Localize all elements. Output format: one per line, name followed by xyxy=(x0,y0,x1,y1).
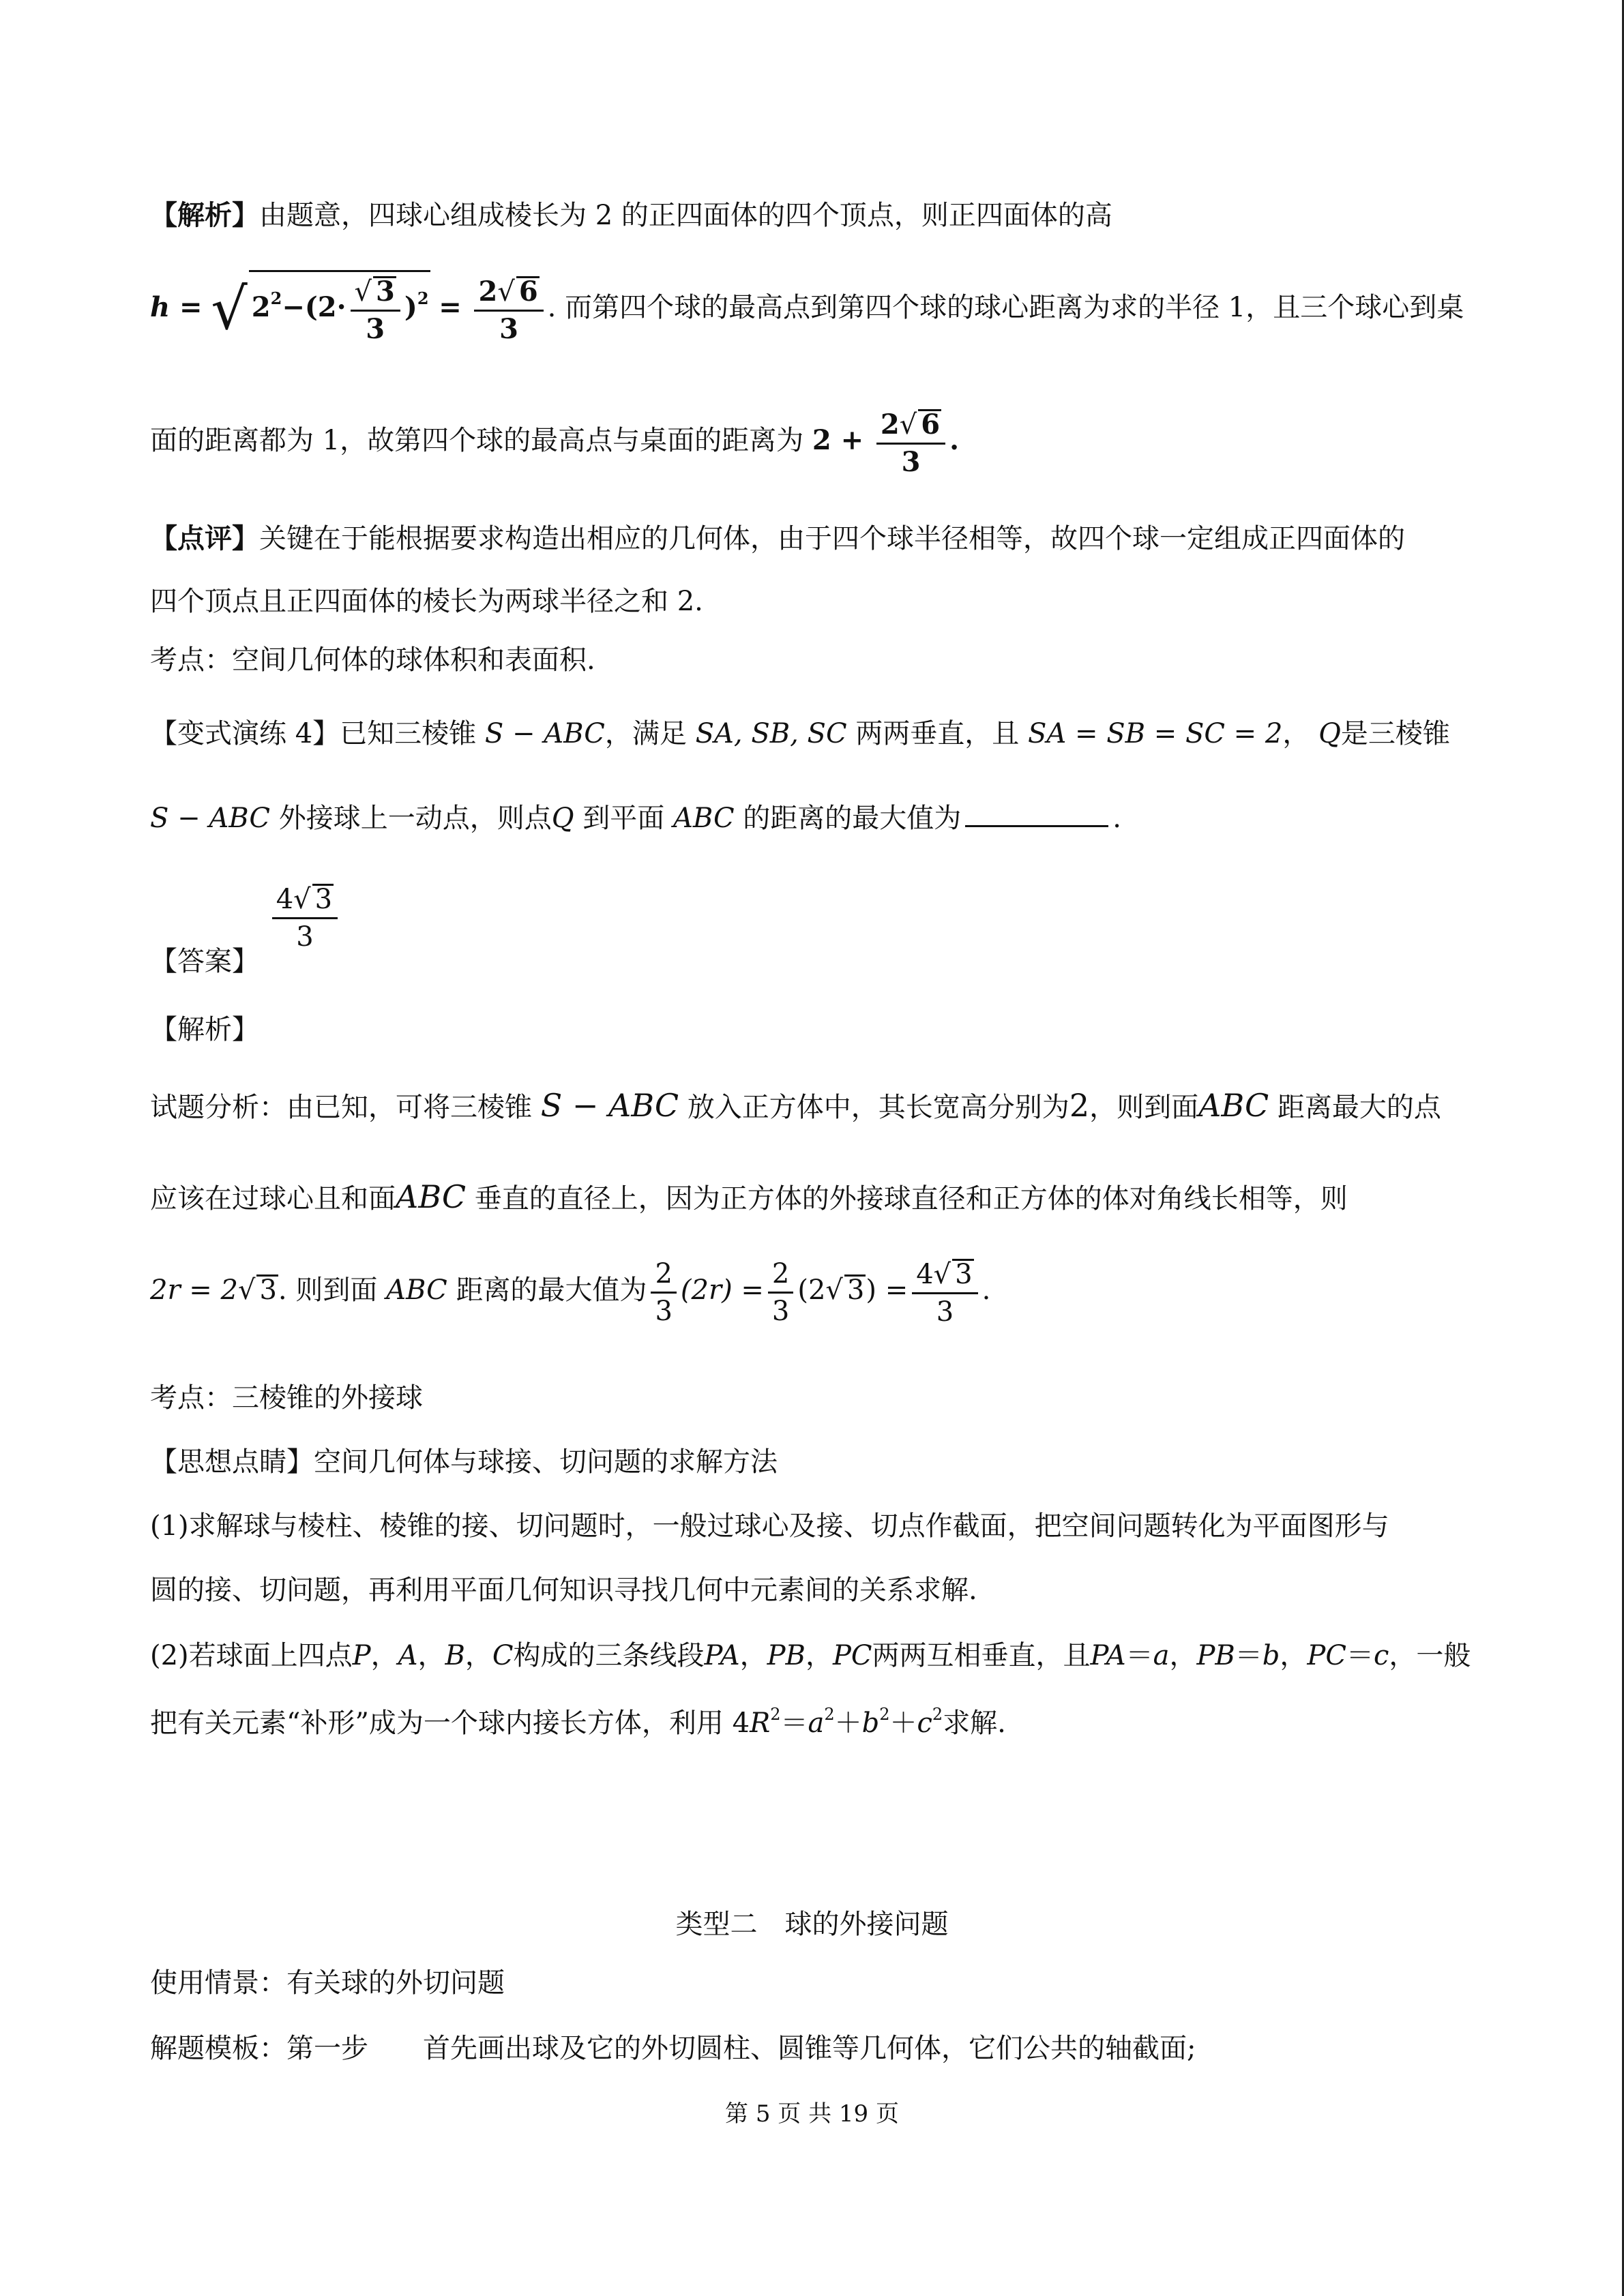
h-radicand: $2^2-(2\cdot$ $\frac{√ 3}{3}$ )$^2$ xyxy=(249,270,430,343)
h-expr-lhs: h = xyxy=(150,291,203,323)
type2-heading: 类型二 球的外接问题 xyxy=(675,1909,949,1940)
jiexi2-line3: 2r = 2√ 3. 则到面 ABC 距离的最大值为 $\frac{2}{3}$ (2r) = $\frac{2}{3}$ (2√ 3) = $\frac{4√ 3}{3}$ . xyxy=(150,1257,991,1328)
dianping-line1: 【点评】关键在于能根据要求构造出相应的几何体，由于四个球半径相等，故四个球一定组成正四面体的 xyxy=(150,522,1405,554)
jiexi2-line1: 试题分析：由已知，可将三棱锥 S − ABC 放入正方体中，其长宽高分别为2，则到面ABC 距离最大的点 xyxy=(150,1087,1441,1124)
sixiang-p2a: (2)若球面上四点P，A，B，C构成的三条线段PA，PB，PC两两互相垂直，且PA＝a，PB＝b，PC＝c，一般 xyxy=(150,1640,1471,1671)
type2-template: 解题模板：第一步 首先画出球及它的外切圆柱、圆锥等几何体，它们公共的轴截面; xyxy=(150,2033,1196,2064)
daan-label: 【答案】 xyxy=(150,946,259,977)
kaodian2: 考点：三棱锥的外接球 xyxy=(150,1382,423,1414)
jiexi2-frac1: $\frac{2}{3}$ xyxy=(651,1260,676,1325)
jiexi2-line2: 应该在过球心且和面ABC 垂直的直径上，因为正方体的外接球直径和正方体的体对角线长相等，则 xyxy=(150,1178,1348,1215)
sixiang-title-line: 【思想点睛】空间几何体与球接、切问题的求解方法 xyxy=(150,1446,778,1478)
sixiang-label: 【思想点睛】 xyxy=(150,1446,314,1478)
sixiang-p1a: (1)求解球与棱柱、棱锥的接、切问题时，一般过球心及接、切点作截面，把空间问题转化为平面图形与 xyxy=(150,1510,1389,1542)
kaodian1: 考点：空间几何体的球体积和表面积. xyxy=(150,644,595,676)
jiexi1-answer-fraction: $\frac{2√ 6}{3}$ xyxy=(876,409,945,476)
type2-scene: 使用情景：有关球的外切问题 xyxy=(150,1967,505,1999)
bianshi-line2: S − ABC 外接球上一动点，则点Q 到平面 ABC 的距离的最大值为 . xyxy=(150,803,1122,834)
answer-blank xyxy=(965,805,1108,827)
jiexi1-label: 【解析】 xyxy=(150,199,259,231)
daan-fraction: $\frac{4√ 3}{3}$ xyxy=(272,884,338,951)
jiexi1-text1: 由题意，四球心组成棱长为 2 的正四面体的四个顶点，则正四面体的高 xyxy=(259,200,1112,231)
bianshi-line1: 【变式演练 4】已知三棱锥 S − ABC，满足 SA, SB, SC 两两垂直，且 SA = SB = SC = 2， Q是三棱锥 xyxy=(150,718,1450,749)
jiexi1-text3: 面的距离都为 1，故第四个球的最高点与桌面的距离为 xyxy=(150,425,804,456)
sixiang-p1b: 圆的接、切问题，再利用平面几何知识寻找几何中元素间的关系求解. xyxy=(150,1575,977,1606)
sixiang-p2b: 把有关元素“补形”成为一个球内接长方体，利用 $4R^2=a^2+b^2+c^2$求解. xyxy=(150,1705,1006,1739)
page-footer: 第 5 页 共 19 页 xyxy=(725,2100,899,2128)
h-inner-fraction: $\frac{√ 3}{3}$ xyxy=(351,276,400,343)
jiexi2-label: 【解析】 xyxy=(150,1014,259,1045)
jiexi1-line3: 面的距离都为 1，故第四个球的最高点与桌面的距离为 2 + $\frac{2√ 6}{3}$ . xyxy=(150,408,960,478)
jiexi2-frac3: $\frac{4√ 3}{3}$ xyxy=(912,1259,977,1326)
radical-sign: √ xyxy=(211,275,248,342)
daan-answer-fraction-row xyxy=(150,884,342,951)
h-result-fraction: $\frac{2√ 6}{3}$ xyxy=(474,276,543,343)
bianshi-label: 【变式演练 4】 xyxy=(150,718,340,749)
jiexi1-line2: h = √ $2^2-(2\cdot$ $\frac{√ 3}{3}$ )$^2$ = $\frac{2√ 6}{3}$ . 而第四个球的最高点到第四个球的球心距离为求的半径 1，且三个球心到桌 xyxy=(150,270,1464,343)
dianping-label: 【点评】 xyxy=(150,522,259,554)
jiexi1-line1 xyxy=(150,199,1112,231)
dianping-line2: 四个顶点且正四面体的棱长为两球半径之和 2. xyxy=(150,586,703,617)
jiexi1-text2: . 而第四个球的最高点到第四个球的球心距离为求的半径 1，且三个球心到桌 xyxy=(547,292,1464,323)
jiexi2-frac2: $\frac{2}{3}$ xyxy=(768,1260,793,1325)
